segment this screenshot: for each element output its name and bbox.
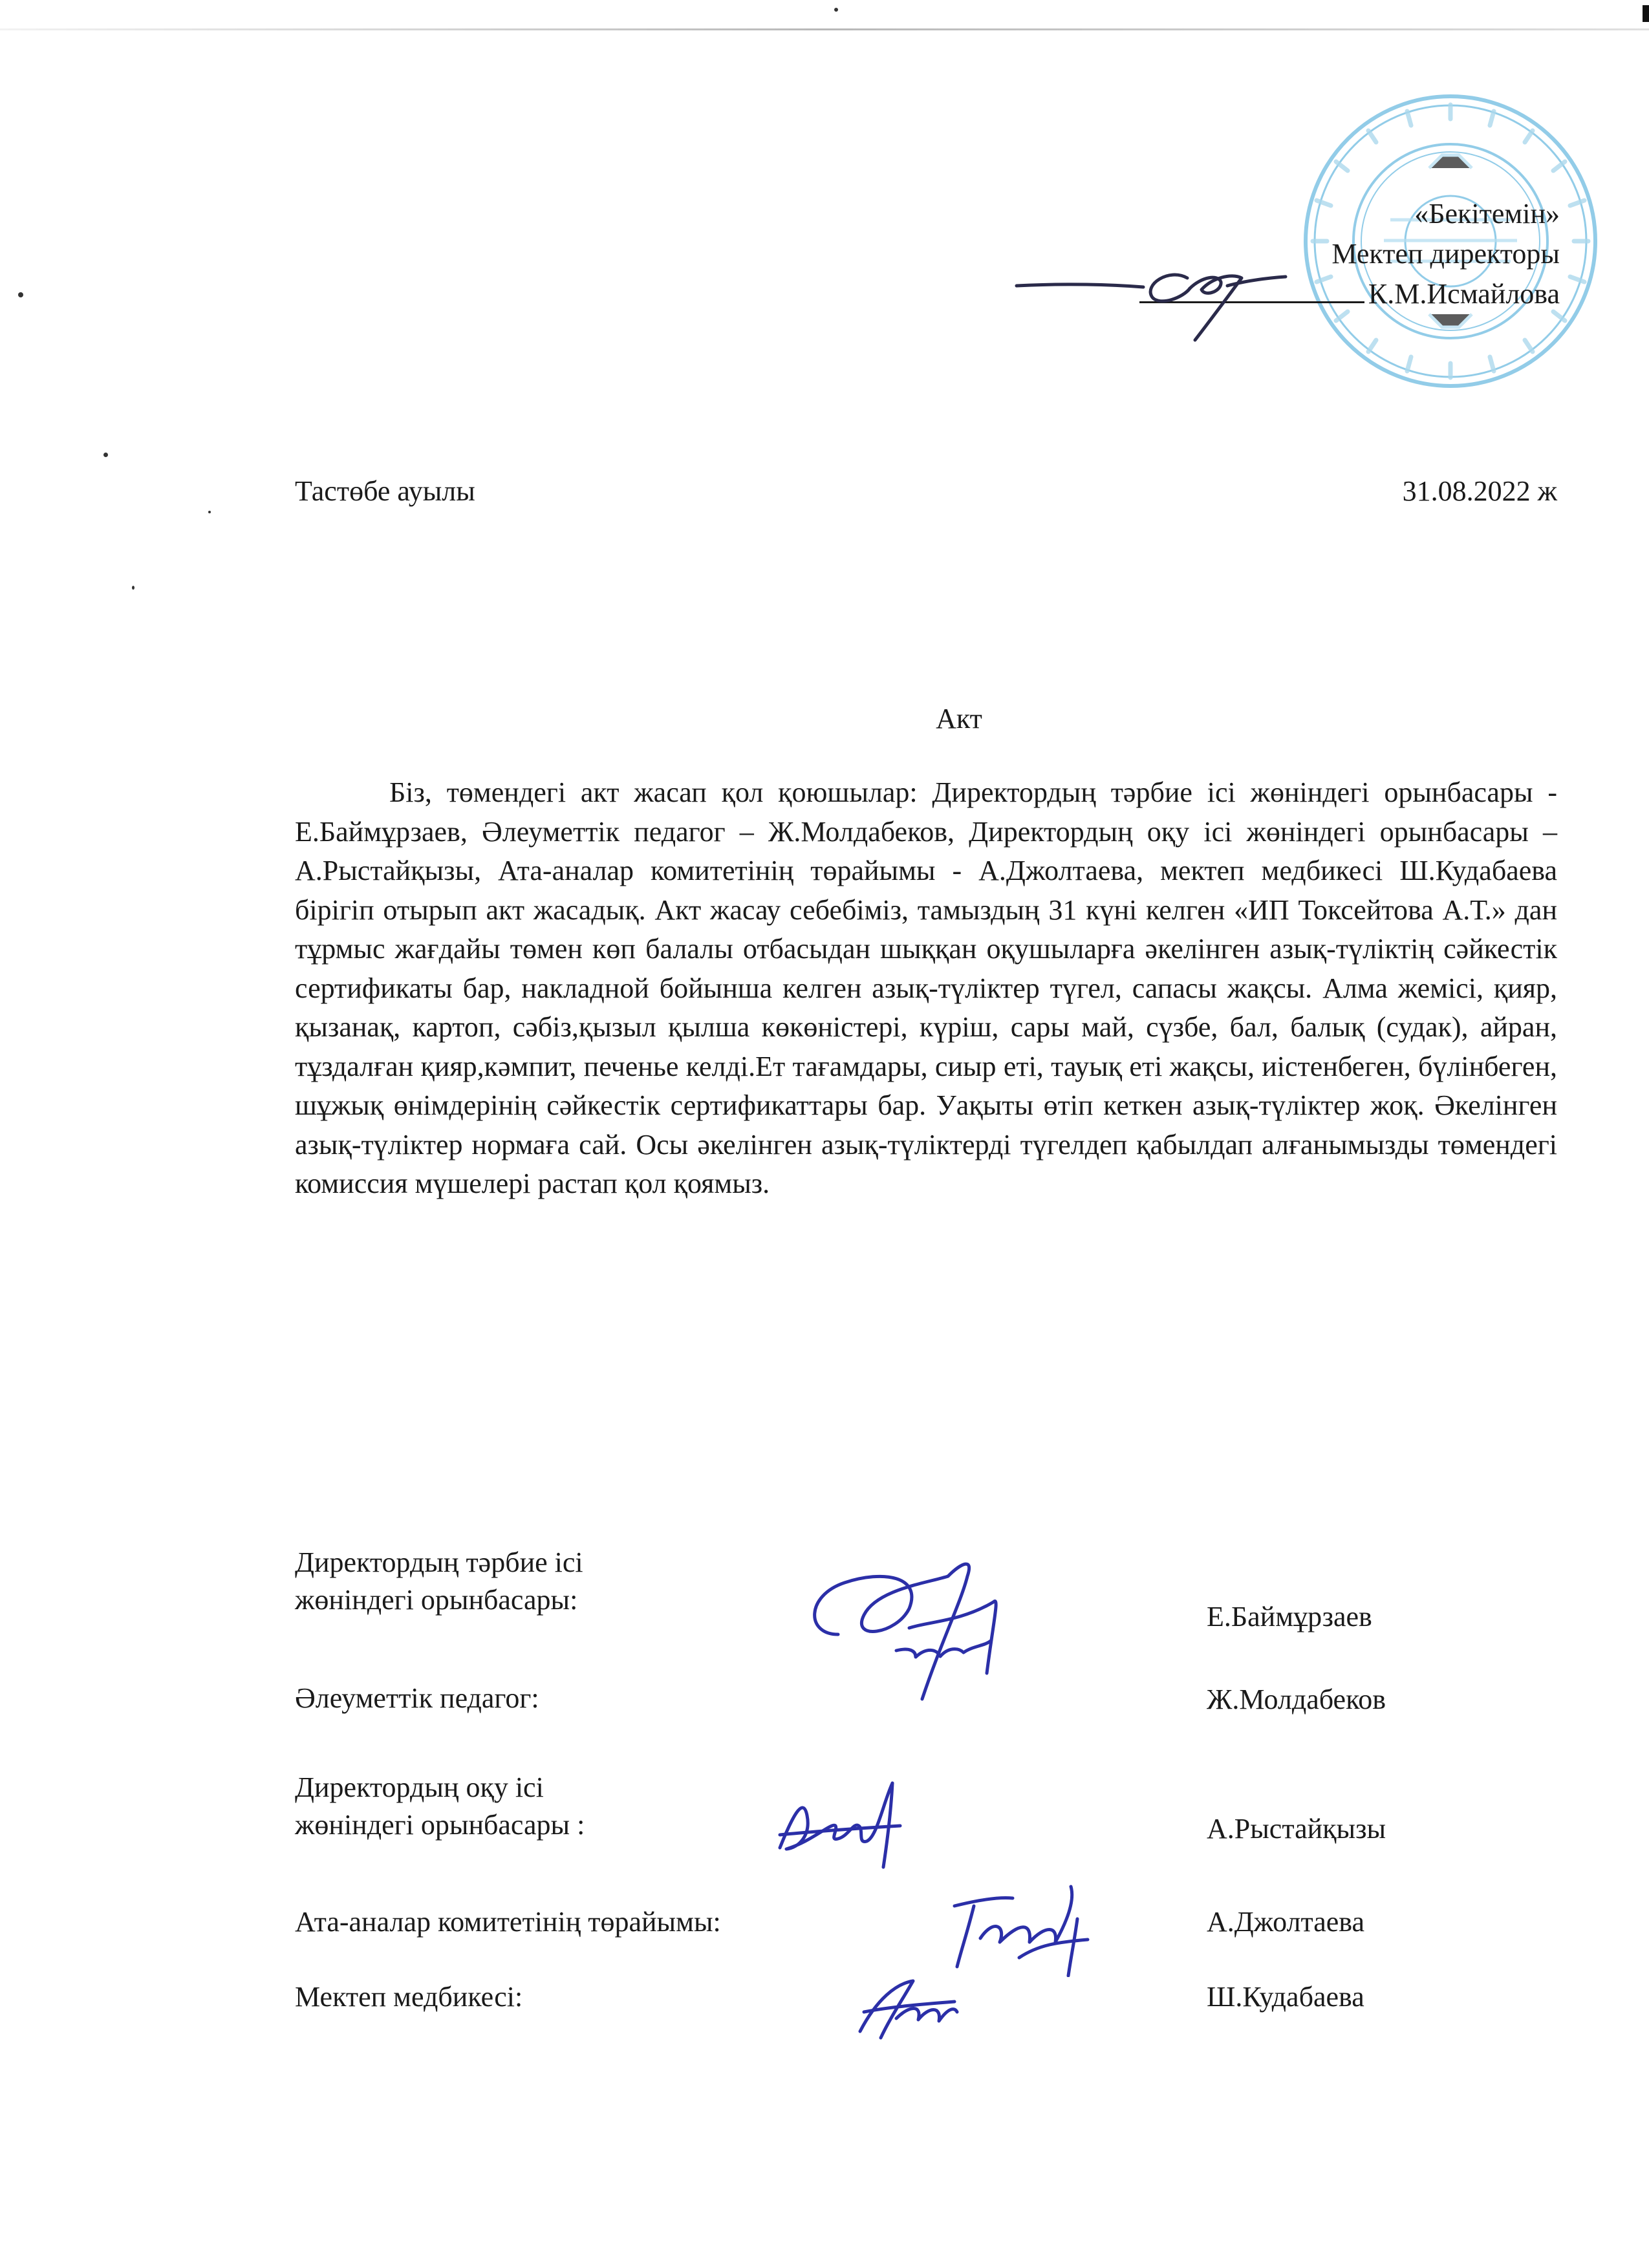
signatory-name: А.Джолтаева xyxy=(1207,1906,1365,1938)
signatory-name: А.Рыстайқызы xyxy=(1207,1813,1386,1845)
signatory-role xyxy=(295,1769,585,1844)
scan-speck xyxy=(103,453,108,457)
approval-position: Мектеп директоры xyxy=(1331,238,1560,270)
role-line: Директордың оқу ісі xyxy=(295,1771,544,1803)
approval-title: «Бекітемін» xyxy=(1414,198,1560,230)
role-line: жөніндегі орынбасары : xyxy=(295,1809,585,1841)
signature-kudabaeva xyxy=(851,1973,961,2044)
place-text: Тастөбе ауылы xyxy=(295,475,475,507)
role-line: жөніндегі орынбасары: xyxy=(295,1584,578,1616)
scan-speck xyxy=(834,8,838,12)
signatory-role xyxy=(295,1680,539,1717)
signature-joltaeva xyxy=(942,1880,1090,1977)
place-date-row xyxy=(295,472,1557,511)
signature-baimurzaev xyxy=(799,1537,1032,1706)
document-body: Біз, төмендегі акт жасап қол қоюшылар: Директордың тәрбие ісі жөніндегі орынбасары - Е.Баймұрзаев, Әлеуметтік педагог – Ж.Молдабеков, Директордың оқу ісі жөніндегі орынбасары – А.Рыстайқызы, Ата-аналар комитетінің төрайымы - А.Джолтаева, мектеп медбикесі Ш.Кудабаева бірігіп отырып акт жасадық. Акт жасау себебіміз, тамыздың 31 күні келген «ИП Токсейтова А.Т.» дан тұрмыс жағдайы төмен көп балалы отбасыдан шыққан оқушыларға әкелінген азық-түліктің сәйкестік сертификаты бар, накладной бойынша келген азық-түліктер түгел, сапасы жақсы. Алма жемісі, қияр, қызанақ, картоп, сәбіз,қызыл қылша көкөністері, күріш, сары май, сүзбе, бал, балық (судак), айран, тұздалған қияр,кәмпит, печенье келді.Ет тағамдары, сиыр еті, тауық еті жақсы, иістенбеген, бүлінбеген, шұжық өнімдерінің сәйкестік сертификаттары бар. Уақыты өтіп кеткен азық-түліктер жоқ. Әкелінген азық-түліктер нормаға сай. Осы әкелінген азық-түліктерді түгелдеп қабылдап алғанымызды төмендегі комиссия мүшелері растап қол қоямыз. xyxy=(295,776,1557,1199)
signatory-name: Ж.Молдабеков xyxy=(1207,1684,1386,1715)
signatory-name: Ш.Кудабаева xyxy=(1207,1981,1364,2013)
signatory-role xyxy=(295,1544,583,1619)
role-line: Ата-аналар комитетінің төрайымы: xyxy=(295,1906,721,1938)
scan-corner-mark xyxy=(1643,5,1649,22)
signature-rystaikyzy xyxy=(773,1777,903,1874)
signatory-name: Е.Баймұрзаев xyxy=(1207,1601,1372,1632)
director-signature xyxy=(1014,259,1292,343)
scan-speck xyxy=(18,292,23,297)
scan-speck xyxy=(132,586,135,590)
document-title: Акт xyxy=(936,703,982,734)
signatory-role xyxy=(295,1903,721,1941)
date-text: 31.08.2022 ж xyxy=(1402,475,1557,507)
approval-name: К.М.Исмайлова xyxy=(1368,278,1560,310)
signatory-role xyxy=(295,1978,523,2016)
scan-edge-line xyxy=(0,28,1649,30)
scan-speck xyxy=(208,511,211,513)
role-line: Мектеп медбикесі: xyxy=(295,1981,523,2013)
role-line: Әлеуметтік педагог: xyxy=(295,1682,539,1714)
role-line: Директордың тәрбие ісі xyxy=(295,1546,583,1578)
